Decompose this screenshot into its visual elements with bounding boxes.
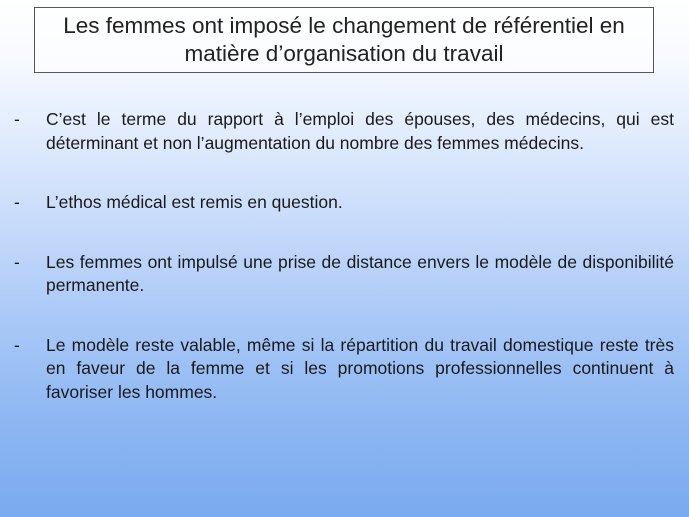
bullet-marker: - xyxy=(14,334,20,355)
bullet-item xyxy=(14,191,674,215)
bullet-marker: - xyxy=(14,251,20,272)
bullet-text: L’ethos médical est remis en question. xyxy=(46,192,343,212)
bullet-list xyxy=(14,108,674,404)
bullet-item xyxy=(14,251,674,298)
bullet-text: C’est le terme du rapport à l’emploi des épouses, des médecins, qui est déterminant et non l’augmentation du nombre des femmes médecins. xyxy=(46,109,674,153)
bullet-item xyxy=(14,334,674,405)
bullet-text: Le modèle reste valable, même si la répartition du travail domestique reste très en faveur de la femme et si les promotions professionnelles continuent à favoriser les hommes. xyxy=(46,334,674,402)
bullet-marker: - xyxy=(14,192,20,212)
bullet-marker: - xyxy=(14,109,20,129)
bullet-text: Les femmes ont impulsé une prise de distance envers le modèle de disponibilité permanente. xyxy=(46,251,674,295)
bullet-item xyxy=(14,108,674,155)
title-box xyxy=(34,7,654,73)
slide-title: Les femmes ont imposé le changement de référentiel en matière d’organisation du travail xyxy=(63,13,625,66)
